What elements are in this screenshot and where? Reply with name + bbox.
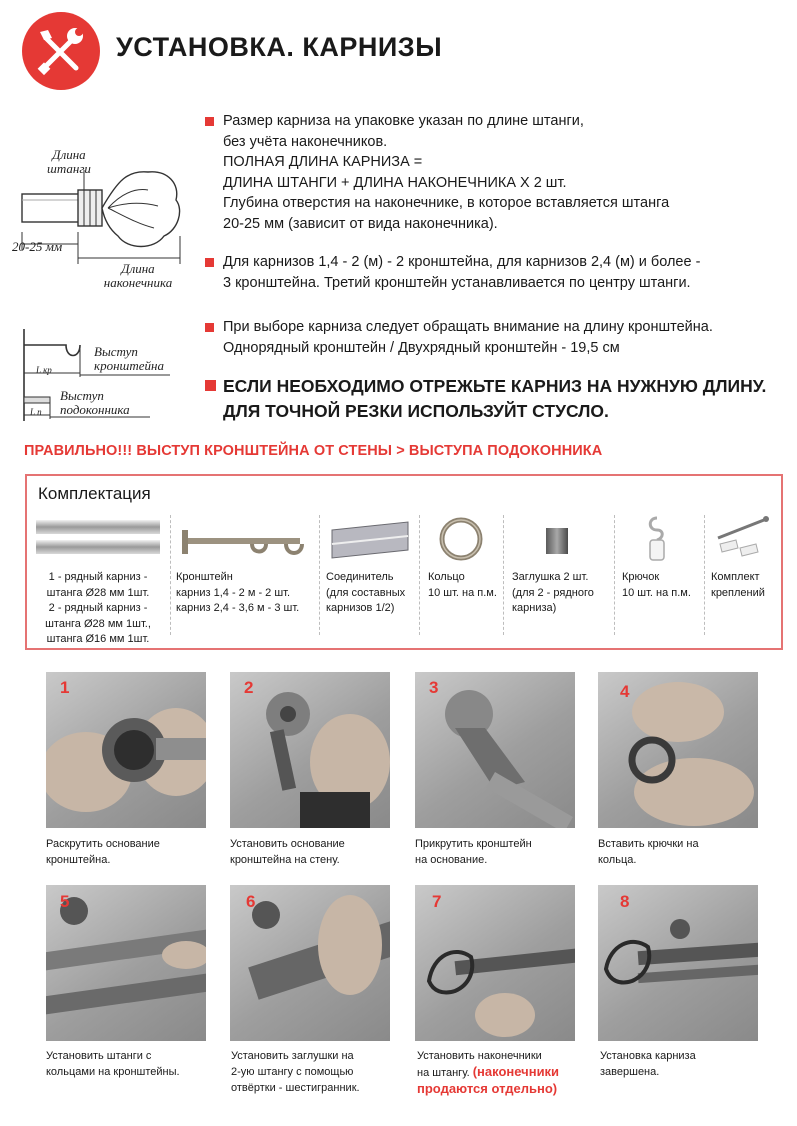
kit-divider xyxy=(419,515,420,635)
step-6-caption: Установить заглушки на 2-ую штангу с помощью отвёртки - шестигранник. xyxy=(231,1050,360,1094)
step-2-photo xyxy=(230,672,390,828)
step-5-number: 5 xyxy=(60,892,70,911)
bullet-marker xyxy=(205,258,214,267)
kit-item-rod: 1 - рядный карниз - штанга Ø28 мм 1шт. 2 - рядный карниз - штанга Ø28 мм 1шт., штанга Ø16 мм 1шт. xyxy=(45,571,151,645)
step-5-photo xyxy=(46,885,206,1041)
kit-item-connector: Соединитель (для составных карнизов 1/2) xyxy=(326,571,406,614)
step-3-number: 3 xyxy=(429,678,439,697)
correct-overhang-warning: ПРАВИЛЬНО!!! ВЫСТУП КРОНШТЕЙНА ОТ СТЕНЫ > ВЫСТУПА ПОДОКОННИКА xyxy=(24,443,603,459)
step-7-number: 7 xyxy=(432,892,442,911)
step-8-caption: Установка карниза завершена. xyxy=(600,1050,696,1078)
kit-item-hook: Крючок 10 шт. на п.м. xyxy=(622,571,691,599)
step-7-caption: Установить наконечники на штангу. (наконечники продаются отдельно) xyxy=(417,1050,560,1096)
step-1-number: 1 xyxy=(60,678,70,697)
step-4-caption: Вставить крючки на кольца. xyxy=(598,838,699,866)
kit-divider xyxy=(319,515,320,635)
kit-item-ring: Кольцо 10 шт. на п.м. xyxy=(428,571,497,599)
page-title: УСТАНОВКА. КАРНИЗЫ xyxy=(116,32,443,62)
finial-length-diagram xyxy=(8,140,198,300)
fasteners-icon xyxy=(712,516,772,563)
finials-sold-separately-note: (наконечники xyxy=(472,1064,560,1079)
step-3-photo xyxy=(415,672,575,828)
connector-icon xyxy=(330,520,410,565)
bullet-marker xyxy=(205,117,214,126)
bracket-overhang-label: Выступ кронштейна xyxy=(94,344,164,373)
end-cap-icon xyxy=(544,526,570,561)
bullet-bracket-length: При выборе карниза следует обращать внимание на длину кронштейна. Однорядный кронштейн / Двухрядный кронштейн - 19,5 см xyxy=(223,319,713,356)
step-1-caption: Раскрутить основание кронштейна. xyxy=(46,838,160,866)
tip-length-label: Длина наконечника xyxy=(103,261,173,290)
bracket-icon xyxy=(182,524,310,565)
depth-label: 20-25 мм xyxy=(12,239,63,254)
kit-divider xyxy=(503,515,504,635)
step-4-number: 4 xyxy=(620,682,630,701)
kit-divider xyxy=(170,515,171,635)
step-8-number: 8 xyxy=(620,892,630,911)
bracket-overhang-diagram xyxy=(20,325,180,425)
hook-icon xyxy=(644,516,670,569)
bullet-bracket-count: Для карнизов 1,4 - 2 (м) - 2 кронштейна, для карнизов 2,4 (м) и более - 3 кронштейна. Третий кронштейн устанавливается по центру штанги. xyxy=(223,254,701,291)
kit-item-bracket: Кронштейн карниз 1,4 - 2 м - 2 шт. карниз 2,4 - 3,6 м - 3 шт. xyxy=(176,571,300,614)
rod-length-label: Длина штанги xyxy=(47,147,91,176)
step-5-caption: Установить штанги с кольцами на кронштейны. xyxy=(46,1050,180,1078)
bracket-length-label: L кр xyxy=(36,365,52,375)
step-3-caption: Прикрутить кронштейн на основание. xyxy=(415,838,532,866)
ring-icon xyxy=(438,516,484,567)
sill-length-label: L п xyxy=(30,407,42,417)
kit-divider xyxy=(704,515,705,635)
kit-item-fasteners: Комплект креплений xyxy=(711,571,765,599)
tools-icon xyxy=(22,12,100,90)
step-1-photo xyxy=(46,672,206,828)
rod-icon xyxy=(36,516,160,565)
finials-sold-separately-note-2: продаются отдельно) xyxy=(417,1081,558,1096)
bullet-rod-length: Размер карниза на упаковке указан по длине штанги, без учёта наконечников. ПОЛНАЯ ДЛИНА КАРНИЗА = ДЛИНА ШТАНГИ + ДЛИНА НАКОНЕЧНИКА Х 2 шт. Глубина отверстия на наконечнике, в которое вставляется штанга 20-25 мм (зависит от вида наконечника). xyxy=(223,113,670,232)
kit-divider xyxy=(614,515,615,635)
bullet-cut-warning: ЕСЛИ НЕОБХОДИМО ОТРЕЖЬТЕ КАРНИЗ НА НУЖНУЮ ДЛИНУ. ДЛЯ ТОЧНОЙ РЕЗКИ ИСПОЛЬЗУЙТ СТУСЛО. xyxy=(223,376,767,421)
kit-item-end-cap: Заглушка 2 шт. (для 2 - рядного карниза) xyxy=(512,571,594,614)
bullet-marker xyxy=(205,323,214,332)
step-6-number: 6 xyxy=(246,892,256,911)
kit-title: Комплектация xyxy=(38,484,151,503)
sill-overhang-label: Выступ подоконника xyxy=(60,388,130,417)
step-2-number: 2 xyxy=(244,678,254,697)
step-2-caption: Установить основание кронштейна на стену. xyxy=(230,838,345,866)
bullet-marker xyxy=(205,380,216,391)
